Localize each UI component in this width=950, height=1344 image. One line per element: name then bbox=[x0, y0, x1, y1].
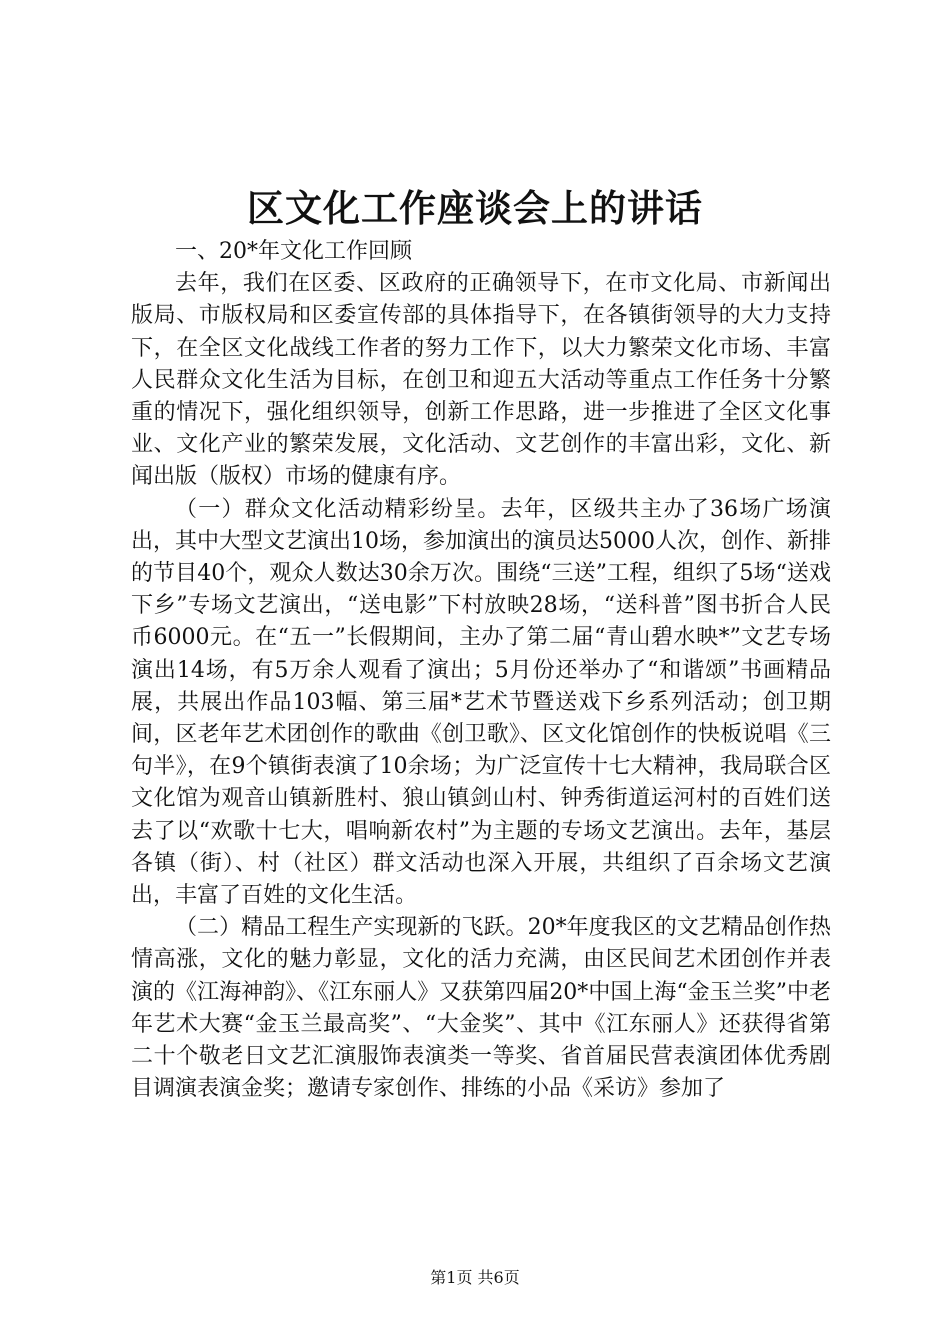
body-paragraph: （二）精品工程生产实现新的飞跃。20*年度我区的文艺精品创作热情高涨，文化的魅力彰显，文化的活力充满，由区民间艺术团创作并表演的《江海神韵》、《江东丽人》又获第四届20*中国上海“金玉兰奖”中老年艺术大赛“金玉兰最高奖”、“大金奖”、其中《江东丽人》还获得省第二十个敬老日文艺汇演服饰表演类一等奖、省首届民营表演团体优秀剧目调演表演金奖；邀请专家创作、排练的小品《采访》参加了 bbox=[131, 915, 831, 1102]
body-paragraph: （一）群众文化活动精彩纷呈。去年，区级共主办了36场广场演出，其中大型文艺演出10场，参加演出的演员达5000人次，创作、新排的节目40个，观众人数达30余万次。围绕“三送”工程，组织了5场“送戏下乡”专场文艺演出，“送电影”下村放映28场，“送科普”图书折合人民币6000元。在“五一”长假期间，主办了第二届“青山碧水映*”文艺专场演出14场，有5万余人观看了演出；5月份还举办了“和谐颂”书画精品展，共展出作品103幅、第三届*艺术节暨送戏下乡系列活动；创卫期间，区老年艺术团创作的歌曲《创卫歌》、区文化馆创作的快板说唱《三句半》，在9个镇街表演了10余场；为广泛宣传十七大精神，我局联合区文化馆为观音山镇新胜村、狼山镇剑山村、钟秀街道运河村的百姓们送去了以“欢歌十七大，唱响新农村”为主题的专场文艺演出。去年，基层各镇（街）、村（社区）群文活动也深入开展，共组织了百余场文艺演出，丰富了百姓的文化生活。 bbox=[131, 496, 831, 909]
page-footer: 第1页 共6页 bbox=[430, 1268, 520, 1287]
section-heading: 一、20*年文化工作回顾 bbox=[175, 239, 412, 264]
body-paragraph: 去年，我们在区委、区政府的正确领导下，在市文化局、市新闻出版局、市版权局和区委宣传部的具体指导下，在各镇街领导的大力支持下，在全区文化战线工作者的努力工作下，以大力繁荣文化市场、丰富人民群众文化生活为目标，在创卫和迎五大活动等重点工作任务十分繁重的情况下，强化组织领导，创新工作思路，进一步推进了全区文化事业、文化产业的繁荣发展，文化活动、文艺创作的丰富出彩，文化、新闻出版（版权）市场的健康有序。 bbox=[131, 271, 831, 490]
document-body bbox=[131, 236, 831, 1105]
document-title: 区文化工作座谈会上的讲话 bbox=[247, 186, 703, 230]
